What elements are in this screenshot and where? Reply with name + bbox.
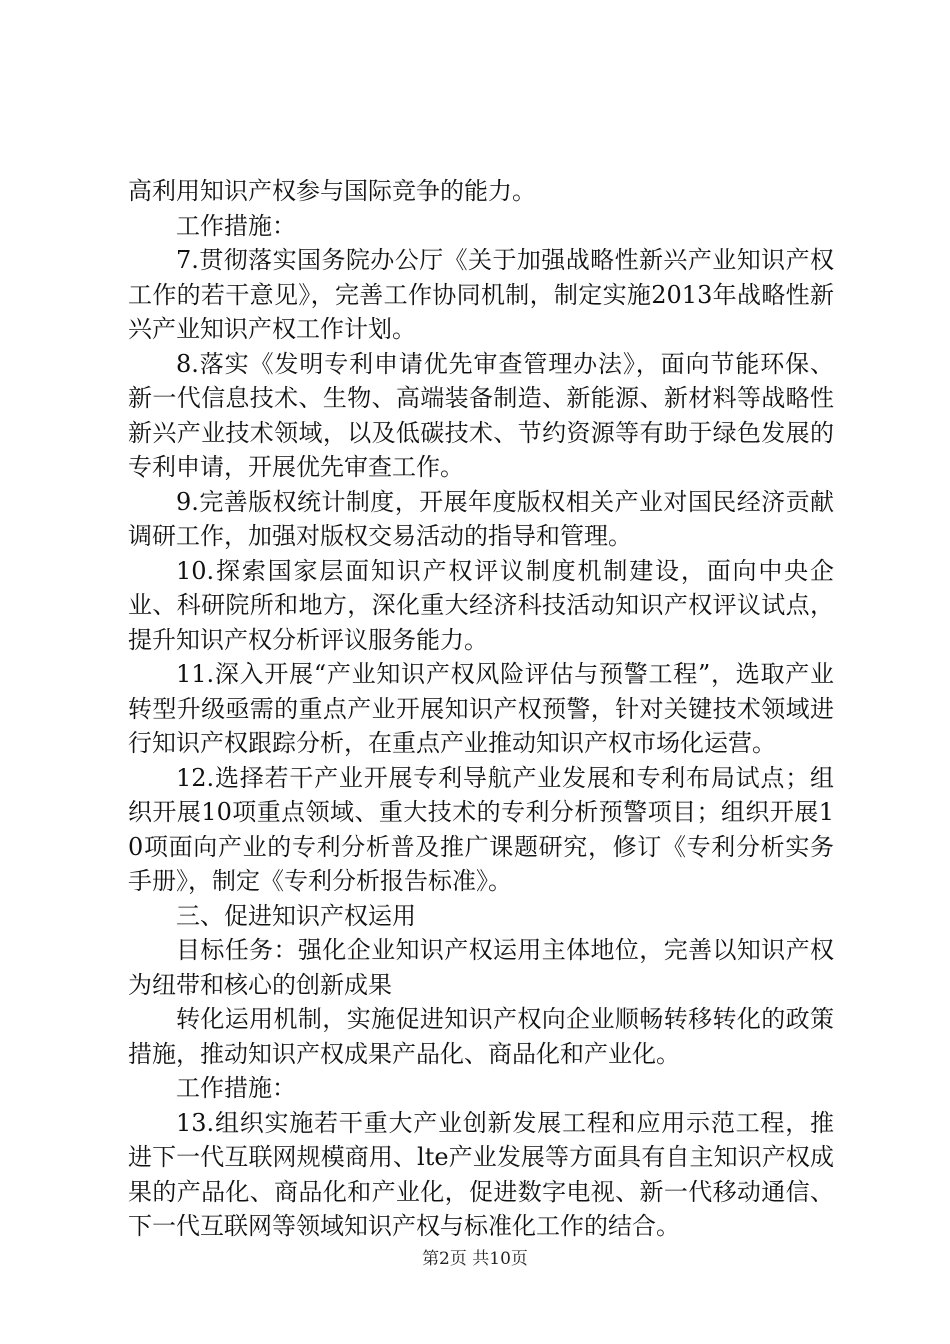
paragraph-item-9: 9.完善版权统计制度，开展年度版权相关产业对国民经济贡献调研工作，加强对版权交易活动的指导和管理。 [128, 487, 834, 550]
paragraph-measures-heading: 工作措施： [176, 211, 296, 240]
paragraph-goals-continued: 转化运用机制，实施促进知识产权向企业顺畅转移转化的政策措施，推动知识产权成果产品化、商品化和产业化。 [128, 1005, 834, 1068]
paragraph-continuation: 高利用知识产权参与国际竞争的能力。 [128, 177, 536, 205]
paragraph-measures-heading-2: 工作措施： [176, 1074, 296, 1102]
paragraph-item-13: 13.组织实施若干重大产业创新发展工程和应用示范工程，推进下一代互联网规模商用、lte产业发展等方面具有自主知识产权成果的产品化、商品化和产业化，促进数字电视、新一代移动通信、下一代互联网等领域知识产权与标准化工作的结合。 [128, 1108, 834, 1240]
paragraph-item-12: 12.选择若干产业开展专利导航产业发展和专利布局试点；组织开展10项重点领域、重大技术的专利分析预警项目；组织开展10项面向产业的专利分析普及推广课题研究，修订《专利分析实务手册》，制定《专利分析报告标准》。 [128, 763, 834, 895]
paragraph-item-11: 11.深入开展“产业知识产权风险评估与预警工程”，选取产业转型升级亟需的重点产业开展知识产权预警，针对关键技术领域进行知识产权跟踪分析，在重点产业推动知识产权市场化运营。 [128, 660, 834, 757]
paragraph-item-10: 10.探索国家层面知识产权评议制度机制建设，面向中央企业、科研院所和地方，深化重大经济科技活动知识产权评议试点，提升知识产权分析评议服务能力。 [128, 556, 834, 654]
document-body [128, 174, 834, 1244]
section-heading-3: 三、促进知识产权运用 [176, 901, 416, 930]
paragraph-item-7: 7.贯彻落实国务院办公厅《关于加强战略性新兴产业知识产权工作的若干意见》，完善工作协同机制，制定实施2013年战略性新兴产业知识产权工作计划。 [128, 246, 834, 343]
paragraph-item-8: 8.落实《发明专利申请优先审查管理办法》，面向节能环保、新一代信息技术、生物、高端装备制造、新能源、新材料等战略性新兴产业技术领域，以及低碳技术、节约资源等有助于绿色发展的专利申请，开展优先审查工作。 [128, 349, 834, 481]
page-footer: 第2页 共10页 [422, 1249, 528, 1269]
paragraph-goals: 目标任务：强化企业知识产权运用主体地位，完善以知识产权为纽带和核心的创新成果 [128, 936, 834, 999]
